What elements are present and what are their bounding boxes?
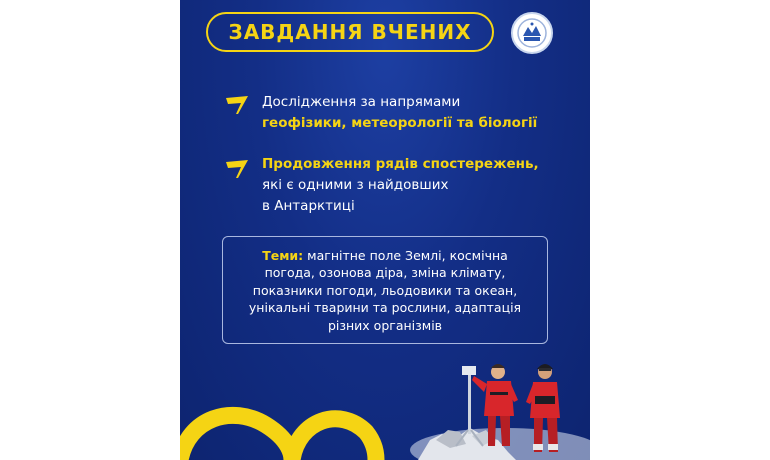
item-highlight: Продовження рядів спостережень, <box>262 156 539 172</box>
item-text: які є одними з найдовших <box>262 177 449 193</box>
item-highlight: геофізики, метеорології та біології <box>262 115 538 131</box>
topics-line: погода, озонова діра, зміна клімату, <box>264 265 506 281</box>
item-text: Дослідження за напрямами <box>262 94 461 110</box>
item-text: в Антарктиці <box>262 198 355 214</box>
topics-line: різних організмів <box>327 317 443 333</box>
scientists-photo <box>180 0 590 460</box>
scientist-red-suit <box>484 381 514 416</box>
topics-line: магнітне поле Землі, космічна <box>307 248 508 263</box>
topics-line: показники погоди, льодовики та океан, <box>252 282 518 298</box>
page-title: ЗАВДАННЯ ВЧЕНИХ <box>228 20 472 44</box>
topics-line: унікальні тварини та рослини, адаптація <box>248 300 522 316</box>
topics-label: Теми: <box>262 248 304 263</box>
poster <box>180 0 590 460</box>
